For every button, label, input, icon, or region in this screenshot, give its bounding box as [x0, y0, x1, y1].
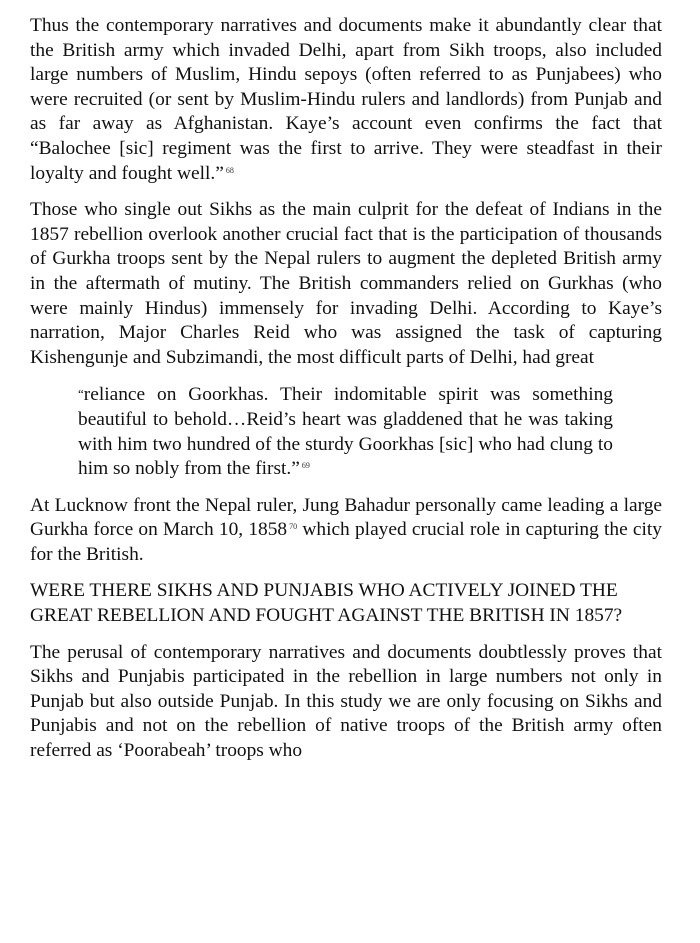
paragraph-sikh-participation	[30, 641, 662, 764]
footnote-marker-70[interactable]: 70	[289, 522, 298, 532]
paragraph-text: Thus the contemporary narratives and documents make it abundantly clear that the British army which invaded Delhi, apart from Sikh troops, also included large numbers of Muslim, Hindu sepoys (often referred to as Punjabees) who were recruited (or sent by Muslim-Hindu rulers and landlords) from Punjab and as far away as Afghanistan. Kaye’s account even confirms the fact that “Balochee [sic] regiment was the first to arrive. They were steadfast in their loyalty and fought well.”	[30, 15, 662, 184]
paragraph-text: The perusal of contemporary narratives and documents doubtlessly proves that Sikhs and Punjabis participated in the rebellion in large numbers not only in Punjab but also outside Punjab. In this study we are only focusing on Sikhs and Punjabis and not on the rebellion of native troops of the British army often referred as ‘Poorabeah’ troops who	[30, 641, 662, 762]
paragraph-lucknow-front	[30, 494, 662, 568]
footnote-marker-69[interactable]: 69	[301, 461, 310, 471]
paragraph-text-before: At Lucknow front the Nepal ruler, Jung Bahadur personally came leading a large Gurkha force on March 10, 1858	[30, 494, 662, 541]
quote-text: reliance on Goorkhas. Their indomitable spirit was something beautiful to behold…Reid’s heart was gladdened that he was taking with him two hundred of the sturdy Goorkhas [sic] who had clung to him so nobly from the first.”	[78, 384, 613, 480]
paragraph-british-army-composition	[30, 14, 662, 186]
section-heading: WERE THERE SIKHS AND PUNJABIS WHO ACTIVELY JOINED THE GREAT REBELLION AND FOUGHT AGAINST THE BRITISH IN 1857?	[30, 580, 623, 627]
block-quote-kaye	[78, 382, 613, 481]
quote-open-mark: “	[78, 386, 84, 402]
paragraph-gurkha-participation	[30, 198, 662, 370]
footnote-marker-68[interactable]: 68	[225, 165, 234, 175]
paragraph-text: Those who single out Sikhs as the main culprit for the defeat of Indians in the 1857 rebellion overlook another crucial fact that is the participation of thousands of Gurkha troops sent by the Nepal rulers to augment the depleted British army in the aftermath of mutiny. The British commanders relied on Gurkhas (who were mainly Hindus) immensely for invading Delhi. According to Kaye’s narration, Major Charles Reid who was assigned the task of capturing Kishengunje and Subzimandi, the most difficult parts of Delhi, had great	[30, 199, 662, 368]
document-page	[30, 14, 662, 776]
paragraph-text-after: which played crucial role in capturing the city for the British.	[30, 519, 663, 565]
